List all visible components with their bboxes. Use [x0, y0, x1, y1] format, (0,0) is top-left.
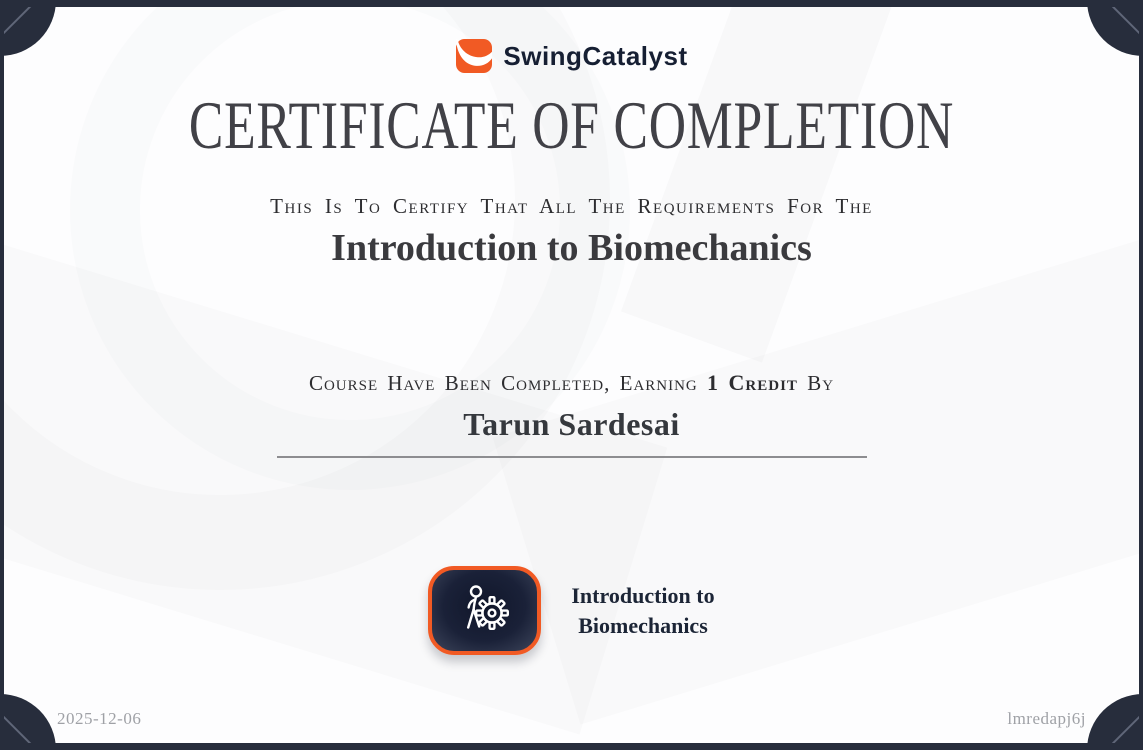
badge-label-line1: Introduction to	[571, 582, 715, 608]
swingcatalyst-swoosh-icon	[455, 38, 493, 74]
certificate-title-text: CERTIFICATE OF COMPLETION	[188, 87, 955, 163]
completion-prefix: Course Have Been Completed, Earning	[308, 371, 698, 395]
name-underline	[277, 456, 867, 458]
completion-suffix: By	[807, 371, 835, 395]
credit-count: 1 Credit	[707, 370, 798, 395]
certificate-title	[0, 86, 1143, 165]
frame-border-left	[0, 0, 4, 750]
frame-border-bottom	[0, 743, 1143, 750]
badge-label	[571, 581, 714, 641]
course-title: Introduction to Biomechanics	[331, 227, 812, 269]
footer-code: lmredapj6j	[1007, 709, 1086, 728]
frame-border-top	[0, 0, 1143, 7]
course-badge-row	[0, 566, 1143, 655]
certify-line: This Is To Certify That All The Requirements For The	[270, 194, 873, 218]
person-gear-icon	[455, 581, 515, 641]
course-badge	[428, 566, 541, 655]
recipient-name: Tarun Sardesai	[463, 406, 680, 442]
footer-date: 2025-12-06	[57, 709, 142, 728]
badge-label-line2: Biomechanics	[578, 612, 708, 638]
brand-name: SwingCatalyst	[503, 40, 688, 71]
completion-line	[0, 370, 1143, 396]
brand-logo	[0, 38, 1143, 74]
frame-border-right	[1139, 0, 1143, 750]
